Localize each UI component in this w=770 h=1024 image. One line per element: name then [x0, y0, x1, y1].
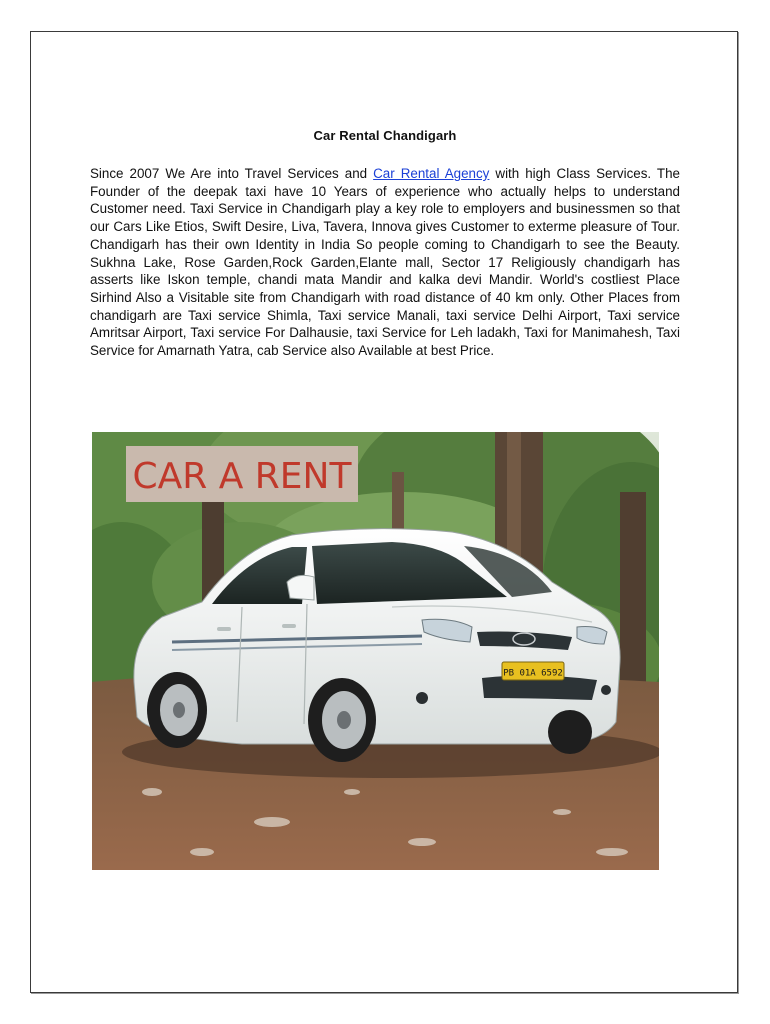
plate-text: PB 01A 6592 [503, 668, 563, 679]
paragraph-text-start: Since 2007 We Are into Travel Services and [90, 166, 374, 181]
rear-wheel [147, 672, 207, 748]
banner-text: CAR A RENT [132, 456, 352, 497]
page-title: Car Rental Chandigarh [313, 128, 457, 143]
car-rental-agency-link[interactable]: Car Rental Agency [373, 166, 490, 181]
body-paragraph [90, 165, 680, 360]
front-right-wheel [548, 710, 592, 754]
front-wheel [308, 678, 376, 762]
car-a-rent-banner [126, 446, 358, 502]
paragraph-text-rest: with high Class Services. The Founder of the deepak taxi have 10 Years of experience who actually helps to understand Customer need. Taxi Service in Chandigarh play a key role to employers and businessmen so that our Cars Like Etios, Swift Desire, Liva, Tavera, Innova gives Customer to exterme pleasure of Tour. Chandigarh has their own Identity in India So people coming to Chandigarh to see the Beauty. Sukhna Lake, Rose Garden,Rock Garden,Elante mall, Sector 17 Religiously chandigarh has asserts like Iskon temple, chandi mata Mandir and kalka devi Mandir. World's costliest Place Sirhind Also a Visitable site from Chandigarh with road distance of 40 km only. Other Places from chandigarh are Taxi service Shimla, Taxi service Manali, taxi service Delhi Airport, Taxi service Amritsar Airport, Taxi service For Dalhausie, taxi Service for Leh ladakh, Taxi for Manimahesh, Taxi Service for Amarnath Yatra, cab Service also Available at best Price. [90, 166, 680, 359]
car-photo [92, 432, 659, 870]
